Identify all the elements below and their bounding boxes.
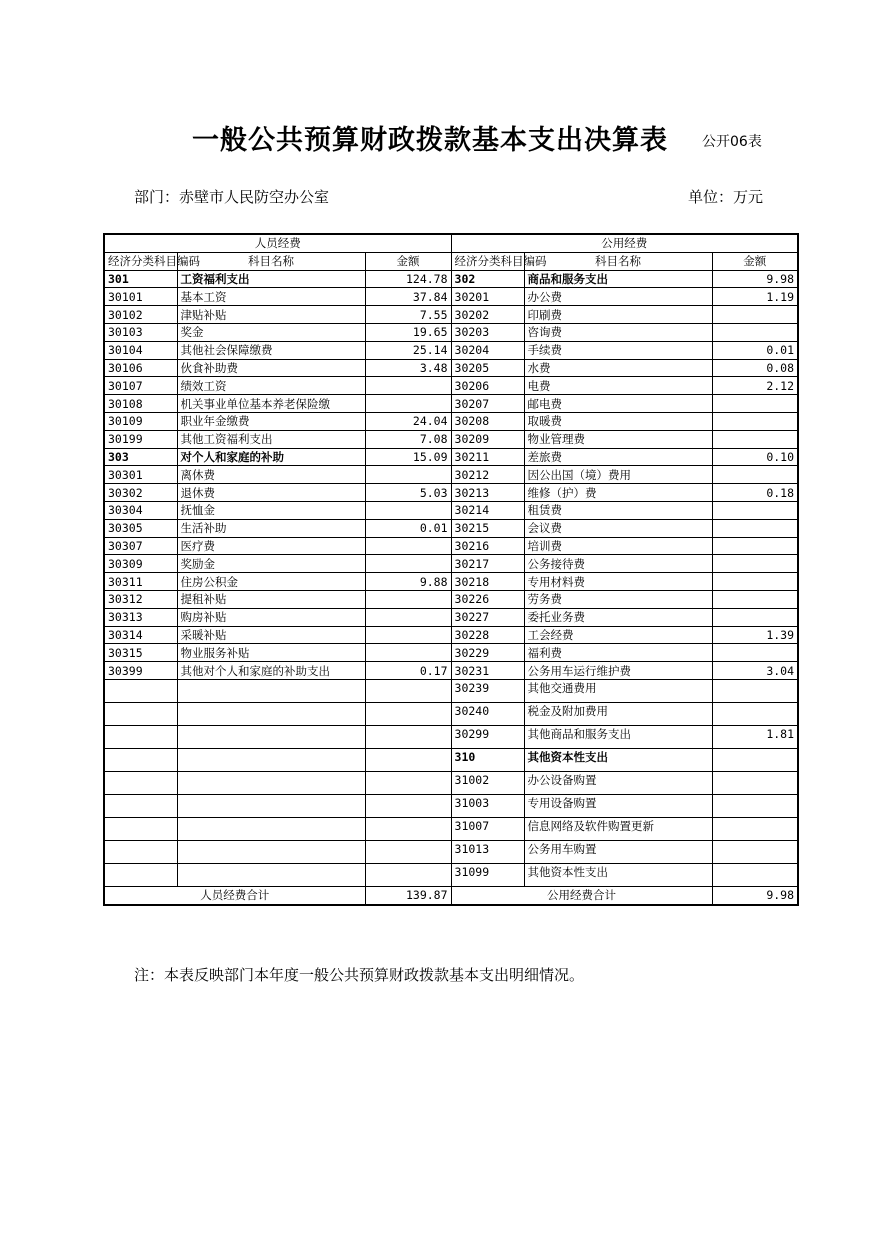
public-name-cell: 手续费 — [524, 341, 712, 359]
public-amount-cell — [712, 555, 798, 573]
table-row — [104, 288, 798, 306]
personnel-name-cell: 住房公积金 — [177, 573, 365, 591]
personnel-code-cell: 30311 — [104, 573, 177, 591]
personnel-name-cell: 其他对个人和家庭的补助支出 — [177, 662, 365, 680]
unit-label: 单位：万元 — [688, 188, 764, 206]
personnel-code-cell — [104, 794, 177, 817]
public-total-amount: 9.98 — [712, 886, 798, 904]
public-code-cell: 30203 — [451, 323, 524, 341]
public-amount-cell: 1.19 — [712, 288, 798, 306]
personnel-code-cell: 30315 — [104, 644, 177, 662]
public-amount-cell: 0.01 — [712, 341, 798, 359]
public-name-cell: 邮电费 — [524, 395, 712, 413]
personnel-amount-cell: 25.14 — [365, 341, 451, 359]
table-row — [104, 840, 798, 863]
public-header: 公用经费 — [451, 234, 798, 252]
personnel-amount-cell: 24.04 — [365, 412, 451, 430]
amount-header: 金额 — [712, 252, 798, 270]
public-amount-cell: 0.10 — [712, 448, 798, 466]
personnel-name-cell: 采暖补贴 — [177, 626, 365, 644]
public-code-cell: 30213 — [451, 484, 524, 502]
public-code-cell: 30212 — [451, 466, 524, 484]
personnel-name-cell: 工资福利支出 — [177, 270, 365, 288]
public-name-cell: 因公出国（境）费用 — [524, 466, 712, 484]
personnel-total-label: 人员经费合计 — [104, 886, 365, 904]
name-header: 科目名称 — [177, 252, 365, 270]
table-row — [104, 395, 798, 413]
column-header-row — [104, 252, 798, 270]
public-amount-cell — [712, 840, 798, 863]
public-code-cell: 30229 — [451, 644, 524, 662]
personnel-name-cell: 其他社会保障缴费 — [177, 341, 365, 359]
personnel-code-cell: 30101 — [104, 288, 177, 306]
title-row — [0, 118, 889, 158]
public-amount-cell — [712, 501, 798, 519]
public-amount-cell — [712, 702, 798, 725]
personnel-name-cell — [177, 794, 365, 817]
public-amount-cell — [712, 644, 798, 662]
public-code-cell: 30214 — [451, 501, 524, 519]
public-total-label: 公用经费合计 — [451, 886, 712, 904]
public-name-cell: 福利费 — [524, 644, 712, 662]
table-row — [104, 306, 798, 324]
public-amount-cell — [712, 430, 798, 448]
personnel-name-cell: 抚恤金 — [177, 501, 365, 519]
table-row — [104, 644, 798, 662]
table-row — [104, 817, 798, 840]
personnel-amount-cell: 7.08 — [365, 430, 451, 448]
personnel-code-cell: 30199 — [104, 430, 177, 448]
table-row — [104, 519, 798, 537]
table-row — [104, 863, 798, 886]
totals-row — [104, 886, 798, 904]
public-name-cell: 商品和服务支出 — [524, 270, 712, 288]
public-name-cell: 办公设备购置 — [524, 771, 712, 794]
code-header: 经济分类科目编码 — [104, 252, 177, 270]
public-name-cell: 差旅费 — [524, 448, 712, 466]
personnel-code-cell — [104, 771, 177, 794]
public-amount-cell — [712, 323, 798, 341]
public-amount-cell — [712, 395, 798, 413]
table-row — [104, 748, 798, 771]
public-code-cell: 31002 — [451, 771, 524, 794]
personnel-code-cell: 30301 — [104, 466, 177, 484]
public-amount-cell — [712, 863, 798, 886]
table-row — [104, 590, 798, 608]
personnel-code-cell: 30107 — [104, 377, 177, 395]
personnel-code-cell: 30307 — [104, 537, 177, 555]
table-row — [104, 501, 798, 519]
table-row — [104, 412, 798, 430]
public-amount-cell: 3.04 — [712, 662, 798, 680]
public-code-cell: 30216 — [451, 537, 524, 555]
personnel-amount-cell — [365, 626, 451, 644]
personnel-name-cell: 退休费 — [177, 484, 365, 502]
public-code-cell: 31013 — [451, 840, 524, 863]
public-amount-cell — [712, 771, 798, 794]
public-code-cell: 30204 — [451, 341, 524, 359]
public-amount-cell — [712, 748, 798, 771]
table-row — [104, 430, 798, 448]
personnel-code-cell — [104, 679, 177, 702]
personnel-name-cell: 奖金 — [177, 323, 365, 341]
personnel-amount-cell — [365, 590, 451, 608]
public-code-cell: 31099 — [451, 863, 524, 886]
table-row — [104, 270, 798, 288]
personnel-amount-cell — [365, 702, 451, 725]
personnel-name-cell: 机关事业单位基本养老保险缴 — [177, 395, 365, 413]
personnel-name-cell: 物业服务补贴 — [177, 644, 365, 662]
public-name-cell: 税金及附加费用 — [524, 702, 712, 725]
public-code-cell: 31003 — [451, 794, 524, 817]
public-code-cell: 30208 — [451, 412, 524, 430]
personnel-code-cell: 30305 — [104, 519, 177, 537]
table-row — [104, 608, 798, 626]
public-name-cell: 其他资本性支出 — [524, 748, 712, 771]
public-amount-cell — [712, 466, 798, 484]
personnel-amount-cell — [365, 748, 451, 771]
personnel-amount-cell — [365, 377, 451, 395]
public-name-cell: 工会经费 — [524, 626, 712, 644]
public-code-cell: 30217 — [451, 555, 524, 573]
table-row — [104, 484, 798, 502]
public-name-cell: 印刷费 — [524, 306, 712, 324]
personnel-amount-cell: 9.88 — [365, 573, 451, 591]
public-name-cell: 取暖费 — [524, 412, 712, 430]
personnel-code-cell: 30399 — [104, 662, 177, 680]
personnel-amount-cell — [365, 555, 451, 573]
public-name-cell: 水费 — [524, 359, 712, 377]
public-code-cell: 310 — [451, 748, 524, 771]
personnel-amount-cell: 0.01 — [365, 519, 451, 537]
public-name-cell: 其他资本性支出 — [524, 863, 712, 886]
table-row — [104, 341, 798, 359]
personnel-code-cell: 30108 — [104, 395, 177, 413]
personnel-code-cell — [104, 702, 177, 725]
personnel-code-cell: 30312 — [104, 590, 177, 608]
public-code-cell: 30209 — [451, 430, 524, 448]
personnel-amount-cell — [365, 608, 451, 626]
public-code-cell: 30240 — [451, 702, 524, 725]
section-header-row — [104, 234, 798, 252]
public-code-cell: 30205 — [451, 359, 524, 377]
personnel-amount-cell — [365, 395, 451, 413]
personnel-amount-cell — [365, 644, 451, 662]
table-row — [104, 323, 798, 341]
public-amount-cell: 1.81 — [712, 725, 798, 748]
personnel-amount-cell — [365, 817, 451, 840]
personnel-amount-cell — [365, 679, 451, 702]
personnel-total-amount: 139.87 — [365, 886, 451, 904]
personnel-amount-cell: 0.17 — [365, 662, 451, 680]
public-amount-cell: 0.08 — [712, 359, 798, 377]
personnel-name-cell: 对个人和家庭的补助 — [177, 448, 365, 466]
personnel-code-cell: 30309 — [104, 555, 177, 573]
personnel-amount-cell — [365, 840, 451, 863]
amount-header: 金额 — [365, 252, 451, 270]
personnel-name-cell: 离休费 — [177, 466, 365, 484]
public-name-cell: 其他商品和服务支出 — [524, 725, 712, 748]
code-header: 经济分类科目编码 — [451, 252, 524, 270]
public-name-cell: 公务用车购置 — [524, 840, 712, 863]
personnel-code-cell — [104, 840, 177, 863]
public-code-cell: 30231 — [451, 662, 524, 680]
personnel-header: 人员经费 — [104, 234, 451, 252]
footnote: 注：本表反映部门本年度一般公共预算财政拨款基本支出明细情况。 — [134, 966, 585, 984]
personnel-amount-cell — [365, 863, 451, 886]
personnel-name-cell: 医疗费 — [177, 537, 365, 555]
personnel-code-cell: 30304 — [104, 501, 177, 519]
personnel-name-cell — [177, 748, 365, 771]
table-row — [104, 626, 798, 644]
public-amount-cell: 0.18 — [712, 484, 798, 502]
public-name-cell: 劳务费 — [524, 590, 712, 608]
personnel-name-cell: 提租补贴 — [177, 590, 365, 608]
personnel-code-cell: 30109 — [104, 412, 177, 430]
personnel-name-cell: 购房补贴 — [177, 608, 365, 626]
public-code-cell: 31007 — [451, 817, 524, 840]
personnel-name-cell — [177, 840, 365, 863]
public-name-cell: 维修（护）费 — [524, 484, 712, 502]
public-code-cell: 30206 — [451, 377, 524, 395]
personnel-amount-cell — [365, 794, 451, 817]
personnel-code-cell: 30314 — [104, 626, 177, 644]
public-name-cell: 公务用车运行维护费 — [524, 662, 712, 680]
personnel-amount-cell — [365, 501, 451, 519]
personnel-code-cell: 30106 — [104, 359, 177, 377]
table-row — [104, 466, 798, 484]
personnel-name-cell — [177, 771, 365, 794]
public-name-cell: 会议费 — [524, 519, 712, 537]
personnel-amount-cell — [365, 725, 451, 748]
personnel-name-cell: 伙食补助费 — [177, 359, 365, 377]
personnel-code-cell — [104, 748, 177, 771]
public-amount-cell — [712, 537, 798, 555]
personnel-amount-cell: 5.03 — [365, 484, 451, 502]
public-name-cell: 信息网络及软件购置更新 — [524, 817, 712, 840]
personnel-name-cell — [177, 725, 365, 748]
public-amount-cell — [712, 608, 798, 626]
public-name-cell: 电费 — [524, 377, 712, 395]
table-row — [104, 702, 798, 725]
personnel-name-cell: 生活补助 — [177, 519, 365, 537]
table-row — [104, 555, 798, 573]
public-amount-cell — [712, 519, 798, 537]
name-header: 科目名称 — [524, 252, 712, 270]
personnel-name-cell: 绩效工资 — [177, 377, 365, 395]
personnel-amount-cell: 3.48 — [365, 359, 451, 377]
personnel-name-cell: 职业年金缴费 — [177, 412, 365, 430]
public-code-cell: 30202 — [451, 306, 524, 324]
public-amount-cell — [712, 573, 798, 591]
personnel-code-cell: 30104 — [104, 341, 177, 359]
personnel-name-cell — [177, 863, 365, 886]
public-name-cell: 培训费 — [524, 537, 712, 555]
personnel-amount-cell — [365, 537, 451, 555]
expenditure-table — [103, 233, 799, 906]
personnel-amount-cell: 7.55 — [365, 306, 451, 324]
personnel-code-cell: 303 — [104, 448, 177, 466]
public-name-cell: 其他交通费用 — [524, 679, 712, 702]
personnel-name-cell — [177, 702, 365, 725]
personnel-code-cell — [104, 863, 177, 886]
public-code-cell: 30299 — [451, 725, 524, 748]
personnel-amount-cell: 19.65 — [365, 323, 451, 341]
public-amount-cell — [712, 412, 798, 430]
personnel-code-cell: 30102 — [104, 306, 177, 324]
personnel-name-cell: 其他工资福利支出 — [177, 430, 365, 448]
public-amount-cell — [712, 794, 798, 817]
public-code-cell: 30207 — [451, 395, 524, 413]
public-name-cell: 专用材料费 — [524, 573, 712, 591]
department-label: 部门：赤壁市人民防空办公室 — [134, 188, 330, 206]
table-row — [104, 537, 798, 555]
table-row — [104, 377, 798, 395]
form-number: 公开06表 — [702, 134, 762, 150]
table-row — [104, 771, 798, 794]
table-row — [104, 359, 798, 377]
page-title: 一般公共预算财政拨款基本支出决算表 — [192, 125, 668, 156]
public-code-cell: 30211 — [451, 448, 524, 466]
personnel-code-cell: 301 — [104, 270, 177, 288]
public-amount-cell — [712, 817, 798, 840]
personnel-amount-cell — [365, 466, 451, 484]
public-code-cell: 30227 — [451, 608, 524, 626]
table-row — [104, 725, 798, 748]
public-code-cell: 30201 — [451, 288, 524, 306]
personnel-amount-cell: 15.09 — [365, 448, 451, 466]
personnel-code-cell — [104, 725, 177, 748]
public-amount-cell — [712, 590, 798, 608]
public-name-cell: 专用设备购置 — [524, 794, 712, 817]
public-amount-cell — [712, 306, 798, 324]
table-row — [104, 448, 798, 466]
personnel-name-cell: 奖励金 — [177, 555, 365, 573]
table-row — [104, 679, 798, 702]
personnel-name-cell: 津贴补贴 — [177, 306, 365, 324]
public-amount-cell: 9.98 — [712, 270, 798, 288]
personnel-amount-cell: 124.78 — [365, 270, 451, 288]
table-row — [104, 794, 798, 817]
public-code-cell: 30226 — [451, 590, 524, 608]
public-amount-cell: 1.39 — [712, 626, 798, 644]
public-code-cell: 30228 — [451, 626, 524, 644]
personnel-code-cell: 30313 — [104, 608, 177, 626]
personnel-name-cell: 基本工资 — [177, 288, 365, 306]
public-amount-cell — [712, 679, 798, 702]
public-code-cell: 30218 — [451, 573, 524, 591]
personnel-amount-cell — [365, 771, 451, 794]
public-name-cell: 办公费 — [524, 288, 712, 306]
personnel-name-cell — [177, 817, 365, 840]
personnel-name-cell — [177, 679, 365, 702]
public-code-cell: 30215 — [451, 519, 524, 537]
public-name-cell: 委托业务费 — [524, 608, 712, 626]
personnel-amount-cell: 37.84 — [365, 288, 451, 306]
public-name-cell: 公务接待费 — [524, 555, 712, 573]
public-code-cell: 30239 — [451, 679, 524, 702]
public-name-cell: 咨询费 — [524, 323, 712, 341]
public-code-cell: 302 — [451, 270, 524, 288]
public-name-cell: 租赁费 — [524, 501, 712, 519]
personnel-code-cell: 30302 — [104, 484, 177, 502]
table-row — [104, 573, 798, 591]
public-name-cell: 物业管理费 — [524, 430, 712, 448]
personnel-code-cell: 30103 — [104, 323, 177, 341]
table-row — [104, 662, 798, 680]
personnel-code-cell — [104, 817, 177, 840]
public-amount-cell: 2.12 — [712, 377, 798, 395]
